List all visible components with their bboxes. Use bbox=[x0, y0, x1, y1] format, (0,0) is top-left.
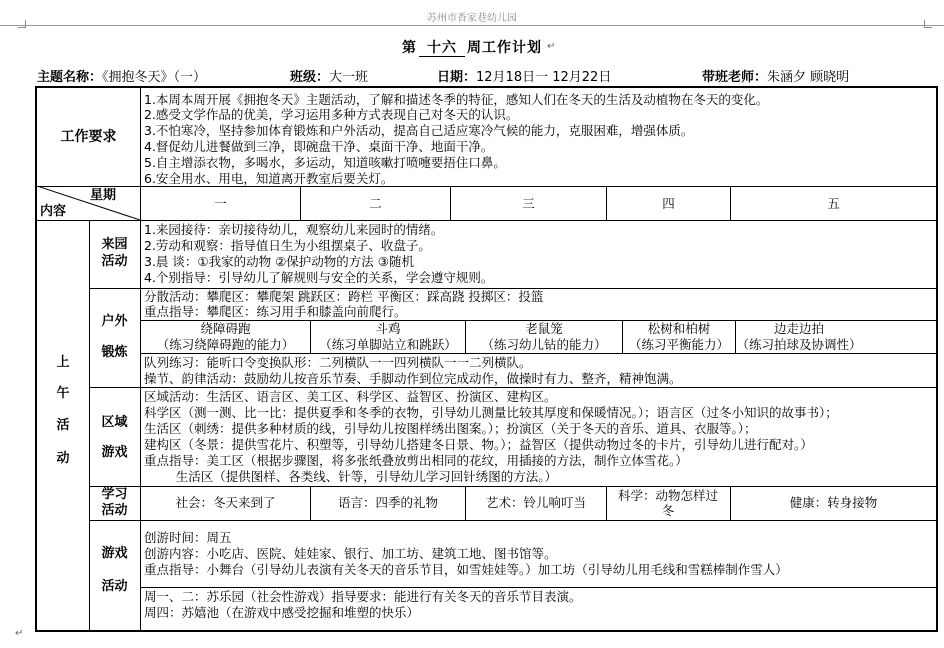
learning-friday: 健康：转身接物 bbox=[789, 495, 878, 510]
area-line: 重点指导：美工区（根据步骤图，将多张纸叠放剪出相同的花纹，用插接的方法，制作立体雪花。） bbox=[144, 453, 688, 468]
section-label-char: 动 bbox=[56, 451, 70, 466]
date-value: 12月18日一 12月22日 bbox=[476, 70, 612, 85]
theme-info bbox=[37, 66, 206, 85]
date-info bbox=[437, 66, 611, 85]
area-line: 建构区（冬景：提供雪花片、积塑等，引导幼儿搭建冬日景、物。）；益智区（提供动物过冬的卡片，引导幼儿进行配对。） bbox=[144, 437, 813, 452]
teacher-info bbox=[702, 66, 849, 85]
arrival-label: 来园 bbox=[101, 237, 128, 252]
row-line bbox=[89, 387, 936, 388]
row-line bbox=[89, 520, 936, 521]
learning-thursday: 科学：动物怎样过冬 bbox=[617, 488, 718, 518]
day-wednesday: 三 bbox=[522, 196, 535, 211]
teacher-value: 朱涵夕 顾晓明 bbox=[767, 70, 850, 85]
title-prefix: 第 bbox=[402, 40, 417, 56]
margin-corner-mark-left bbox=[18, 20, 26, 28]
game-label: 游戏 bbox=[101, 546, 128, 561]
outdoor-game-desc: （练习单脚站立和跳跃） bbox=[319, 337, 457, 352]
header-rule bbox=[0, 25, 944, 26]
outdoor-game-name: 绕障碍跑 bbox=[200, 321, 251, 336]
game-line: 创游内容：小吃店、医院、娃娃家、银行、加工坊、建筑工地、图书馆等。 bbox=[144, 546, 557, 561]
teacher-label: 带班老师： bbox=[702, 70, 768, 85]
day-thursday: 四 bbox=[662, 196, 675, 211]
outdoor-line: 操节、韵律活动：鼓励幼儿按音乐节奏、手脚动作到位完成动作，做操时有力、整齐，精神饱满。 bbox=[144, 371, 682, 386]
requirement-item: 4.督促幼儿进餐做到三净，即碗盘干净、桌面干净、地面干净。 bbox=[144, 139, 494, 154]
area-line: 区域活动：生活区、语言区、美工区、科学区、益智区、扮演区、建构区。 bbox=[144, 389, 557, 404]
requirement-item: 1.本周本周开展《拥抱冬天》主题活动，了解和描述冬季的特征，感知人们在冬天的生活及动植物在冬天的变化。 bbox=[144, 92, 769, 107]
class-label: 班级： bbox=[290, 70, 330, 85]
arrival-line: 3.晨 谈：①我家的动物 ②保护动物的方法 ③随机 bbox=[144, 254, 414, 269]
outdoor-game-desc: （练习拍球及协调性） bbox=[736, 337, 862, 352]
col-line bbox=[606, 486, 607, 520]
weekday-header-label: 星期 bbox=[90, 188, 117, 203]
row-line bbox=[37, 220, 936, 221]
learning-tuesday: 语言：四季的礼物 bbox=[337, 495, 438, 510]
page-header: 苏州市香家巷幼儿园 bbox=[427, 13, 517, 24]
area-line: 科学区（测一测、比一比：提供夏季和冬季的衣物，引导幼儿测量比较其厚度和保暖情况。）；语言区（过冬小知识的故事书）； bbox=[144, 405, 838, 420]
requirement-item: 3.不怕寒冷，坚持参加体育锻炼和户外活动，提高自己适应寒冷气候的能力，克服困难，增强体质。 bbox=[144, 123, 694, 138]
area-label: 区域 bbox=[101, 415, 128, 430]
theme-label: 主题名称： bbox=[37, 70, 103, 85]
area-label: 游戏 bbox=[101, 445, 128, 460]
area-line: 生活区（刺绣：提供多种材质的线，引导幼儿按图样绣出图案。）；扮演区（关于冬天的音乐、道具、衣服等。）； bbox=[144, 421, 757, 436]
row-line bbox=[89, 486, 936, 487]
arrival-line: 2.劳动和观察：指导值日生为小组摆桌子、收盘子。 bbox=[144, 238, 431, 253]
outdoor-game-name: 松树和柏树 bbox=[647, 321, 711, 336]
day-friday: 五 bbox=[827, 196, 840, 211]
requirement-item: 2.感受文学作品的优美，学习运用多种方式表现自己对冬天的认识。 bbox=[144, 107, 519, 122]
section-label-char: 活 bbox=[56, 418, 70, 433]
learning-wednesday: 艺术：铃儿响叮当 bbox=[485, 495, 586, 510]
area-line: 生活区（提供图样、各类线、针等，引导幼儿学习回针绣图的方法。） bbox=[144, 469, 558, 484]
learning-label: 活动 bbox=[101, 503, 128, 518]
outdoor-label: 锻炼 bbox=[101, 345, 128, 360]
row-line bbox=[140, 353, 936, 354]
date-label: 日期： bbox=[437, 70, 477, 85]
paragraph-mark-icon: ↵ bbox=[15, 628, 24, 639]
work-requirements-label: 工作要求 bbox=[60, 129, 117, 145]
arrival-line: 4.个别指导：引导幼儿了解规则与安全的关系，学会遵守规则。 bbox=[144, 270, 494, 285]
arrival-line: 1.来园接待：亲切接待幼儿，观察幼儿来园时的情绪。 bbox=[144, 222, 444, 237]
outdoor-game-name: 老鼠笼 bbox=[525, 321, 563, 336]
section-label-char: 午 bbox=[56, 386, 70, 401]
day-monday: 一 bbox=[214, 196, 227, 211]
outdoor-line: 分散活动：攀爬区：攀爬架 跳跃区：跨栏 平衡区：踩高跷 投掷区：投篮 bbox=[144, 289, 544, 304]
day-tuesday: 二 bbox=[369, 196, 382, 211]
margin-corner-mark-right bbox=[924, 20, 932, 28]
learning-monday: 社会：冬天来到了 bbox=[175, 495, 276, 510]
outdoor-game-desc: （练习平衡能力） bbox=[628, 337, 729, 352]
outdoor-label: 户外 bbox=[101, 314, 128, 329]
outdoor-line: 队列练习：能听口令变换队形：二列横队一一四列横队一一二列横队。 bbox=[144, 355, 532, 370]
class-value: 大一班 bbox=[329, 70, 369, 85]
class-info bbox=[290, 66, 368, 85]
game-line: 重点指导：小舞台（引导幼儿表演有关冬天的音乐节目，如雪娃娃等。）加工坊（引导幼儿用毛线和雪糕棒制作雪人） bbox=[144, 562, 788, 577]
game-line: 周四：苏嬉池（在游戏中感受挖掘和堆塑的快乐） bbox=[144, 605, 420, 620]
learning-label: 学习 bbox=[101, 487, 128, 502]
title-suffix: 周工作计划 bbox=[467, 40, 542, 56]
outdoor-game-desc: （练习绕障碍跑的能力） bbox=[156, 337, 295, 352]
outdoor-game-name: 边走边拍 bbox=[773, 321, 824, 336]
outdoor-line: 重点指导：攀爬区：练习用手和膝盖向前爬行。 bbox=[144, 304, 407, 319]
section-label-char: 上 bbox=[56, 355, 70, 370]
row-line bbox=[37, 186, 936, 187]
col-line bbox=[140, 88, 141, 630]
arrival-label: 活动 bbox=[101, 254, 128, 269]
game-label: 活动 bbox=[101, 579, 128, 594]
row-line bbox=[140, 587, 936, 588]
requirement-item: 6.安全用水、用电，知道离开教室后要关灯。 bbox=[144, 171, 394, 186]
requirement-item: 5.自主增添衣物，多喝水，多运动，知道咳嗽打喷嚏要捂住口鼻。 bbox=[144, 155, 506, 170]
game-line: 创游时间：周五 bbox=[144, 530, 232, 545]
outdoor-game-desc: （练习幼儿钻的能力） bbox=[481, 337, 607, 352]
content-header-label: 内容 bbox=[40, 204, 67, 219]
paragraph-mark-icon: ↵ bbox=[547, 41, 556, 52]
title-week: 十六 bbox=[419, 41, 465, 57]
theme-value: 《拥抱冬天》（一） bbox=[102, 70, 207, 85]
page-title bbox=[0, 37, 944, 57]
game-line: 周一、二：苏乐园（社会性游戏）指导要求：能进行有关冬天的音乐节目表演。 bbox=[144, 589, 582, 604]
outdoor-game-name: 斗鸡 bbox=[375, 321, 401, 336]
